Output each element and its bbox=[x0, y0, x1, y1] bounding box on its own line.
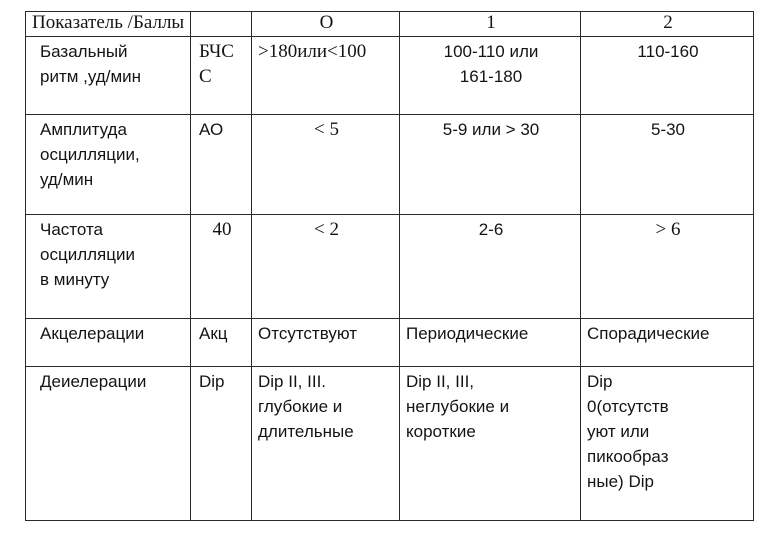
cell-text-line: 5-9 или > 30 bbox=[442, 120, 540, 139]
parameter-code bbox=[191, 215, 252, 319]
score-2-cell bbox=[581, 215, 754, 319]
cell-text-line: в минуту bbox=[40, 270, 110, 289]
cell-text-line: Периодические bbox=[406, 324, 529, 343]
cell-text-line: длительные bbox=[258, 422, 354, 441]
cell-text-line: 2-6 bbox=[478, 220, 504, 239]
cell-text-line: Отсутствуют bbox=[258, 324, 358, 343]
cell-text-line: 5-30 bbox=[650, 120, 686, 139]
header-score-1: 1 bbox=[400, 12, 581, 37]
scoring-table bbox=[25, 11, 754, 521]
cell-text-line: 40 bbox=[212, 219, 232, 240]
cell-text-line: > 6 bbox=[655, 219, 681, 240]
cell-text-line: короткие bbox=[406, 422, 476, 441]
cell-text-line: Частота bbox=[40, 220, 104, 239]
cell-text-line: глубокие и bbox=[258, 397, 343, 416]
score-2-cell bbox=[581, 319, 754, 367]
cell-text-line: Dip bbox=[199, 372, 225, 391]
cell-text-line: Акцелерации bbox=[40, 324, 145, 343]
cell-text-line: АО bbox=[199, 120, 224, 139]
cell-text-line: < 5 bbox=[314, 119, 339, 140]
cell-text-line: Dip II, III. bbox=[258, 372, 327, 391]
header-row bbox=[26, 12, 754, 37]
cell-text-line: ные) Dip bbox=[587, 472, 654, 491]
parameter-name bbox=[26, 319, 191, 367]
cell-text-line: БЧС bbox=[199, 41, 234, 62]
cell-text-line: 110-160 bbox=[637, 42, 699, 61]
cell-text-line: Деиелерации bbox=[40, 372, 147, 391]
row-basal-rhythm bbox=[26, 37, 754, 115]
score-0-cell bbox=[252, 367, 400, 521]
parameter-name bbox=[26, 115, 191, 215]
cell-text-line: С bbox=[199, 66, 212, 87]
score-0-cell bbox=[252, 37, 400, 115]
parameter-code bbox=[191, 37, 252, 115]
header-score-2: 2 bbox=[581, 12, 754, 37]
parameter-code bbox=[191, 367, 252, 521]
cell-text-line: осцилляции, bbox=[40, 145, 140, 164]
header-parameter: Показатель /Баллы bbox=[26, 12, 191, 37]
cell-text-line: Спорадические bbox=[587, 324, 710, 343]
score-1-cell bbox=[400, 115, 581, 215]
parameter-code bbox=[191, 115, 252, 215]
cell-text-line: уд/мин bbox=[40, 170, 94, 189]
score-2-cell bbox=[581, 115, 754, 215]
cell-text-line: осцилляции bbox=[40, 245, 135, 264]
header-score-0: О bbox=[252, 12, 400, 37]
parameter-name bbox=[26, 37, 191, 115]
cell-text-line: ритм ,уд/мин bbox=[40, 67, 142, 86]
row-frequency bbox=[26, 215, 754, 319]
score-1-cell bbox=[400, 37, 581, 115]
cell-text-line: Базальный bbox=[40, 42, 128, 61]
row-accelerations bbox=[26, 319, 754, 367]
cell-text-line: 0(отсутств bbox=[587, 397, 669, 416]
cell-text-line: 100-110 или bbox=[443, 42, 539, 61]
score-1-cell bbox=[400, 367, 581, 521]
cell-text-line: пикообраз bbox=[587, 447, 669, 466]
header-code bbox=[191, 12, 252, 37]
parameter-code bbox=[191, 319, 252, 367]
score-2-cell bbox=[581, 367, 754, 521]
score-1-cell bbox=[400, 319, 581, 367]
cell-text-line: < 2 bbox=[314, 219, 339, 240]
cell-text-line: Амплитуда bbox=[40, 120, 127, 139]
cell-text-line: уют или bbox=[587, 422, 650, 441]
cell-text-line: Акц bbox=[199, 324, 228, 343]
score-0-cell bbox=[252, 319, 400, 367]
row-decelerations bbox=[26, 367, 754, 521]
cell-text-line: Dip II, III, bbox=[406, 372, 475, 391]
score-0-cell bbox=[252, 115, 400, 215]
cell-text-line: 161-180 bbox=[459, 67, 523, 86]
score-0-cell bbox=[252, 215, 400, 319]
cell-text-line: неглубокие и bbox=[406, 397, 510, 416]
document-page bbox=[25, 11, 753, 523]
cell-text-line: Dip bbox=[587, 372, 613, 391]
score-2-cell bbox=[581, 37, 754, 115]
parameter-name bbox=[26, 215, 191, 319]
score-1-cell bbox=[400, 215, 581, 319]
parameter-name bbox=[26, 367, 191, 521]
cell-text-line: >180или<100 bbox=[258, 41, 367, 62]
row-amplitude bbox=[26, 115, 754, 215]
